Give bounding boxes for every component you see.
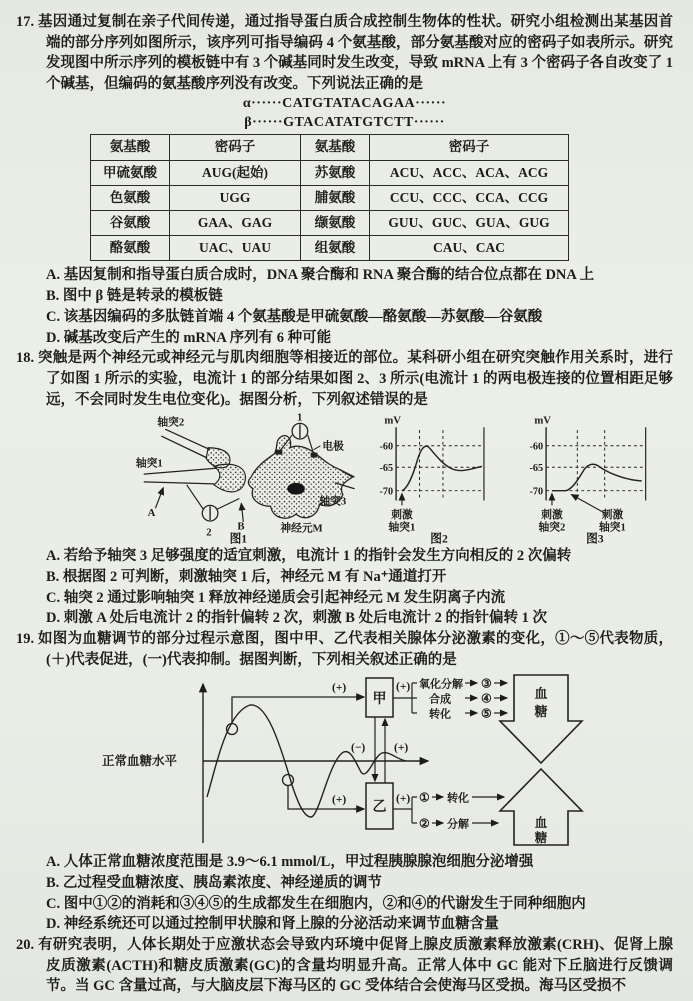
meter1-label: 1 — [296, 411, 303, 424]
q18-option-b: B. 根据图 2 可判断，刺激轴突 1 后，神经元 M 有 Na⁺通道打开 — [46, 568, 447, 585]
table-header: 密码子 — [370, 135, 569, 160]
q17-option-b: B. 图中 β 链是转录的模板链 — [46, 288, 223, 305]
table-cell: GAA、GAG — [170, 210, 301, 235]
plus-sign: (+) — [394, 742, 409, 755]
axon3-label: 轴突3 — [319, 495, 347, 508]
figure2-caption: 图2 — [429, 532, 448, 546]
low-glucose-point — [283, 775, 294, 786]
axon2-line — [161, 436, 206, 457]
question-20 — [16, 935, 673, 997]
dna-sequence-beta: β······GTACATATGTCTT······ — [244, 114, 445, 130]
q17-option-d: D. 碱基改变后产生的 mRNA 序列有 6 种可能 — [46, 329, 332, 346]
table-row — [91, 185, 569, 210]
plus-sign: (+) — [396, 681, 411, 694]
q17-number: 17. — [16, 14, 35, 30]
substance-1: ① — [419, 790, 430, 805]
plus-sign: (+) — [332, 794, 347, 807]
q18-stem-text: 突触是两个神经元或神经元与肌肉细胞等相接近的部位。某科研小组在研究突触作用关系时，进行了如图 1 所示的实验，电流计 1 的部分结果如图 2、3 所示(电流计 1 的两电极连接的位置相距足够远，不会同时发生电位变化)。据图分析，下列叙述错误的是 — [38, 350, 674, 408]
table-header: 氨基酸 — [91, 135, 170, 160]
electrode-contact — [311, 453, 318, 458]
stimulus1-axon-label: 轴突2 — [538, 521, 566, 534]
table-header: 密码子 — [170, 135, 301, 160]
q17-stem-text: 基因通过复制在亲子代间传递，通过指导蛋白质合成控制生物体的性状。研究小组检测出某基因首端的部分序列如图所示，该序列可指导编码 4 个氨基酸，部分氨基酸对应的密码子如表所示。研究发现图中所示序列的模板链中有 3 个碱基同时发生改变，导致 mRNA 上有 3 个密码子各自改变了 1 个碱基，但编码的氨基酸序列没有改变。下列说法正确的是 — [38, 14, 674, 92]
question-19 — [16, 629, 673, 935]
substance-5: ⑤ — [481, 706, 492, 721]
tick-neg65: -65 — [529, 463, 544, 475]
table-row — [91, 210, 569, 235]
gland-yi-label: 乙 — [372, 800, 387, 816]
mv-axis-label: mV — [383, 414, 401, 427]
q18-option-c: C. 轴突 2 通过影响轴突 1 释放神经递质会引起神经元 M 发生阴离子内流 — [46, 589, 506, 606]
tick-neg60: -60 — [379, 441, 393, 453]
tick-neg70: -70 — [379, 486, 393, 498]
blood-sugar-up-text-2: 糖 — [534, 831, 548, 846]
stimulus2-label: 刺激 — [601, 509, 624, 522]
meter2-lead — [217, 499, 239, 510]
normal-level-label: 正常血糖水平 — [102, 754, 178, 769]
stimulus-axon-label: 轴突1 — [388, 521, 415, 534]
q18-number: 18. — [16, 350, 35, 367]
tick-neg65: -65 — [379, 463, 393, 475]
stimulus1-label: 刺激 — [541, 509, 563, 522]
table-cell: GUU、GUC、GUA、GUG — [370, 210, 569, 235]
electrode-contact — [276, 450, 283, 455]
table-cell: 甲硫氨酸 — [91, 160, 170, 185]
table-cell: 脯氨酸 — [301, 185, 370, 210]
plus-sign: (+) — [396, 793, 411, 806]
figure3-caption: 图3 — [586, 532, 604, 546]
neuron-m-label: 神经元M — [280, 522, 323, 535]
table-cell: AUG(起始) — [170, 160, 301, 185]
stimulus2-axon-label: 轴突1 — [599, 521, 626, 534]
table-header: 氨基酸 — [301, 135, 370, 160]
blood-sugar-regulation-diagram — [98, 671, 590, 847]
meter2-label: 2 — [206, 526, 212, 539]
figure1-caption: 图1 — [229, 532, 248, 546]
point-a-label: A — [147, 507, 156, 520]
branch-oxidation-label: 氧化分解 — [419, 678, 463, 691]
table-cell: CAU、CAC — [370, 236, 569, 261]
minus-sign: (−) — [351, 742, 366, 755]
tick-neg70: -70 — [529, 486, 544, 498]
dna-sequence-alpha: α······CATGTATACAGAA······ — [242, 96, 447, 112]
substance-4: ④ — [481, 691, 492, 706]
point-b-arrow — [241, 503, 243, 522]
q20-stem-text: 有研究表明，人体长期处于应激状态会导致内环境中促肾上腺皮质激素释放激素(CRH)、促肾上腺皮质激素(ACTH)和糖皮质激素(GC)的含量均明显升高。正常人体中 GC 能对下丘脑进行反馈调节。当 GC 含量过高，与大脑皮层下海马区的 GC 受体结合会使海马区受损。海马区受损不 — [38, 937, 674, 995]
q17-option-a: A. 基因复制和指导蛋白质合成时，DNA 聚合酶和 RNA 聚合酶的结合位点都在 DNA 上 — [46, 267, 595, 284]
axon2-label: 轴突2 — [157, 416, 185, 429]
branch-decomposition-label: 分解 — [447, 818, 469, 831]
plus-sign: (+) — [332, 682, 347, 695]
figure2-potential-chart — [359, 411, 505, 545]
q19-stem — [16, 629, 673, 670]
axon2-line — [165, 429, 210, 450]
q19-option-d: D. 神经系统还可以通过控制甲状腺和肾上腺的分泌活动来调节血糖含量 — [46, 916, 499, 933]
stimulus-label: 刺激 — [390, 509, 413, 522]
q18-option-d: D. 刺激 A 处后电流计 2 的指针偏转 2 次，刺激 B 处后电流计 2 的指针偏转 1 次 — [46, 610, 548, 627]
table-cell: 苏氨酸 — [301, 160, 370, 185]
branch-conversion-label: 转化 — [429, 708, 451, 721]
figure3-potential-chart — [509, 411, 673, 545]
q19-option-a: A. 人体正常血糖浓度范围是 3.9～6.1 mmol/L，甲过程胰腺腺泡细胞分泌增强 — [46, 854, 534, 871]
codon-table — [90, 134, 569, 261]
figure1-synapse-diagram — [132, 411, 355, 545]
table-cell: ACU、ACC、ACA、ACG — [370, 160, 569, 185]
branch-synthesis-label: 合成 — [429, 693, 451, 706]
point-a-arrow — [155, 488, 163, 509]
potential-curve — [402, 446, 482, 491]
blood-sugar-down-text-1: 血 — [534, 686, 548, 702]
branch-conversion2-label: 转化 — [447, 792, 469, 805]
substance-3: ③ — [481, 676, 492, 691]
table-row — [91, 236, 569, 261]
table-cell: 缬氨酸 — [301, 210, 370, 235]
meter2-lead — [187, 485, 204, 509]
electrode-pointer — [314, 446, 321, 450]
table-cell: UGG — [170, 185, 301, 210]
q18-figures — [132, 411, 673, 545]
gland-jia-label: 甲 — [372, 692, 387, 708]
tick-neg60: -60 — [529, 441, 544, 453]
mv-axis-label: mV — [534, 414, 552, 427]
bracket — [412, 797, 417, 823]
bracket — [412, 683, 417, 713]
table-cell: 色氨酸 — [91, 185, 170, 210]
connector-to-jia — [232, 697, 362, 723]
electrode-label: 电极 — [322, 440, 344, 453]
q19-stem-text: 如图为血糖调节的部分过程示意图，图中甲、乙代表相关腺体分泌激素的变化，①～⑤代表物质，(＋)代表促进，(一)代表抑制。据图判断，下列相关叙述正确的是 — [38, 631, 674, 668]
q19-option-c: C. 图中①②的消耗和③④⑤的生成都发生在细胞内，②和④的代谢发生于同种细胞内 — [46, 895, 586, 912]
table-header-row — [91, 135, 569, 160]
table-row — [91, 160, 569, 185]
q20-number: 20. — [16, 937, 35, 954]
point-b-label: B — [237, 520, 245, 533]
question-18 — [16, 348, 673, 629]
axon1-line — [144, 482, 214, 484]
q19-number: 19. — [16, 631, 35, 648]
substance-2: ② — [419, 816, 430, 831]
potential-curve — [552, 464, 642, 490]
q20-stem — [16, 935, 673, 997]
table-cell: 谷氨酸 — [91, 210, 170, 235]
table-cell: UAC、UAU — [170, 236, 301, 261]
neuron-nucleus — [287, 483, 305, 495]
blood-sugar-up-text-1: 血 — [534, 816, 548, 831]
q18-stem — [16, 348, 673, 410]
axon1-terminal — [214, 464, 245, 492]
blood-sugar-down-text-2: 糖 — [534, 704, 548, 720]
q19-option-b: B. 乙过程受血糖浓度、胰岛素浓度、神经递质的调节 — [46, 874, 382, 891]
q17-stem — [16, 12, 673, 94]
table-cell: 酪氨酸 — [91, 236, 170, 261]
table-cell: 组氨酸 — [301, 236, 370, 261]
question-17 — [16, 12, 673, 348]
table-cell: CCU、CCC、CCA、CCG — [370, 185, 569, 210]
q18-option-a: A. 若给予轴突 3 足够强度的适宜刺激，电流计 1 的指针会发生方向相反的 2 次偏转 — [46, 548, 572, 565]
q17-option-c: C. 该基因编码的多肽链首端 4 个氨基酸是甲硫氨酸—酪氨酸—苏氨酸—谷氨酸 — [46, 308, 543, 325]
axon1-label: 轴突1 — [135, 457, 163, 470]
